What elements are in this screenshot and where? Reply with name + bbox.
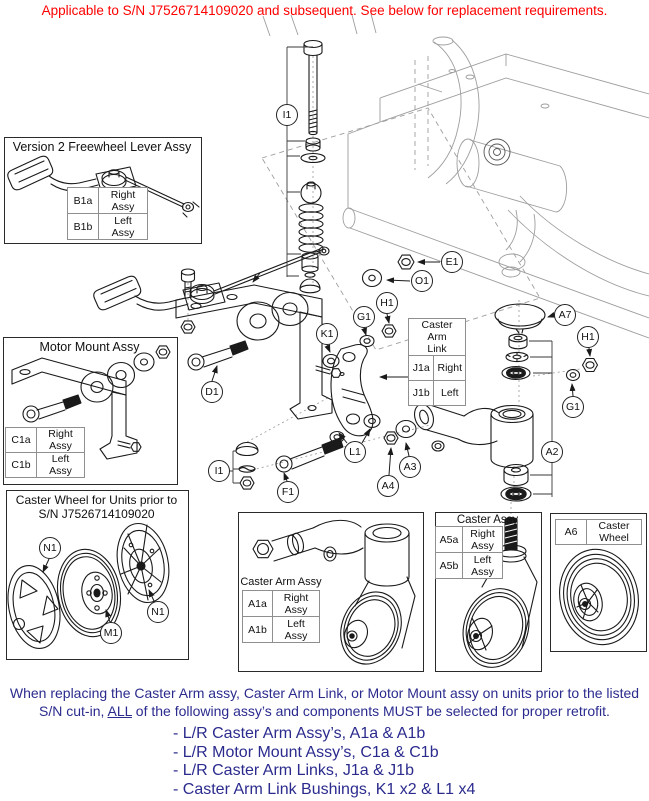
caster-arm-assy-title: Caster Arm Assy <box>240 576 322 588</box>
old-caster-wheel-title <box>6 493 187 521</box>
centerlines <box>188 56 580 518</box>
sn-applicability-notice: Applicable to S/N J7526714109020 and subsequent. See below for replacement requirements. <box>41 3 608 18</box>
retrofit-item: - L/R Caster Arm Assy’s, A1a & A1b <box>173 725 426 742</box>
part-code: A5b <box>436 553 463 579</box>
caster-arm-link-title-line1: Caster Arm <box>421 319 453 343</box>
table-row <box>556 520 642 545</box>
callout-I1-lower: I1 <box>208 460 230 482</box>
caster-arm-link-title-line2: Link <box>427 343 447 355</box>
retrofit-items <box>173 725 475 799</box>
retrofit-item: - L/R Caster Arm Links, J1a & J1b <box>173 762 414 780</box>
caster-assy-title: Caster Assy <box>456 514 519 526</box>
callout-D1: D1 <box>201 381 223 403</box>
callout-A3: A3 <box>399 456 421 478</box>
retrofit-note-all: ALL <box>107 703 132 719</box>
old-caster-wheel-title-line1: Caster Wheel for Units prior to <box>15 493 178 507</box>
part-code: B1a <box>68 188 99 214</box>
part-code: A1a <box>243 591 273 617</box>
table-header-row <box>409 319 466 356</box>
table-row <box>68 214 148 240</box>
part-label: Right Assy <box>37 428 85 453</box>
table-row <box>243 591 320 617</box>
callout-A4: A4 <box>377 475 399 497</box>
retrofit-item: - Caster Arm Link Bushings, K1 x2 & L1 x4 <box>173 780 476 798</box>
part-code: C1a <box>6 428 37 453</box>
caster-arm-link-table-title <box>409 319 466 356</box>
callout-F1: F1 <box>277 481 299 503</box>
caster-arm-link-table <box>408 318 466 406</box>
table-row <box>243 617 320 643</box>
callout-H1: H1 <box>376 292 398 314</box>
motor-mount-assy-table <box>5 427 85 478</box>
table-row <box>436 553 503 579</box>
callout-L1: L1 <box>344 441 366 463</box>
caster-assy-table <box>435 526 503 579</box>
part-code: A6 <box>556 520 587 545</box>
part-label: Right Assy <box>99 188 148 214</box>
old-caster-wheel-title-line2: S/N J7526714109020 <box>38 507 155 521</box>
callout-N1-right: N1 <box>147 601 169 623</box>
callout-N1-left: N1 <box>39 537 61 559</box>
part-label: Left Assy <box>463 553 503 579</box>
retrofit-note-text-end: of the following assy’s and components MUST be selected for proper retrofit. <box>131 703 610 719</box>
callout-A7: A7 <box>554 304 576 326</box>
freewheel-lever-assy-title: Version 2 Freewheel Lever Assy <box>12 140 192 154</box>
retrofit-note <box>8 684 641 720</box>
callout-G1-right: G1 <box>562 396 584 418</box>
part-code: C1b <box>6 453 37 478</box>
table-row <box>436 527 503 553</box>
part-code: J1b <box>409 381 434 406</box>
callout-E1: E1 <box>441 251 463 273</box>
part-code: A1b <box>243 617 273 643</box>
part-label: Right <box>434 356 466 381</box>
retrofit-note-text: When replacing the Caster Arm assy, Caster Arm Link, or Motor Mount assy on units prior to the listed S/N cut-in, <box>9 685 640 719</box>
callout-H1-right: H1 <box>577 326 599 348</box>
part-label: Left Assy <box>273 617 320 643</box>
part-label: Left Assy <box>37 453 85 478</box>
part-label: Caster Wheel <box>587 520 642 545</box>
table-row <box>6 428 85 453</box>
caster-wheel-table <box>555 519 642 545</box>
callout-K1: K1 <box>316 323 338 345</box>
table-row <box>6 453 85 478</box>
table-row <box>409 356 466 381</box>
callout-G1: G1 <box>353 306 375 328</box>
frame-phantom-outline <box>263 14 649 338</box>
callout-A2: A2 <box>541 441 563 463</box>
callout-M1: M1 <box>100 622 122 644</box>
part-label: Left <box>434 381 466 406</box>
table-row <box>409 381 466 406</box>
retrofit-item: - L/R Motor Mount Assy’s, C1a & C1b <box>173 743 439 761</box>
part-code: J1a <box>409 356 434 381</box>
phantom-dashed-outline <box>262 56 540 350</box>
frame-bearing <box>484 139 510 165</box>
part-label: Left Assy <box>99 214 148 240</box>
part-label: Right Assy <box>463 527 503 553</box>
callout-O1: O1 <box>411 270 433 292</box>
motor-mount-assy-title: Motor Mount Assy <box>39 340 140 354</box>
callout-I1: I1 <box>276 104 298 126</box>
part-label: Right Assy <box>273 591 320 617</box>
part-code: B1b <box>68 214 99 240</box>
caster-arm-assy-table <box>242 590 320 643</box>
freewheel-assy-table <box>67 187 148 240</box>
part-code: A5a <box>436 527 463 553</box>
table-row <box>68 188 148 214</box>
